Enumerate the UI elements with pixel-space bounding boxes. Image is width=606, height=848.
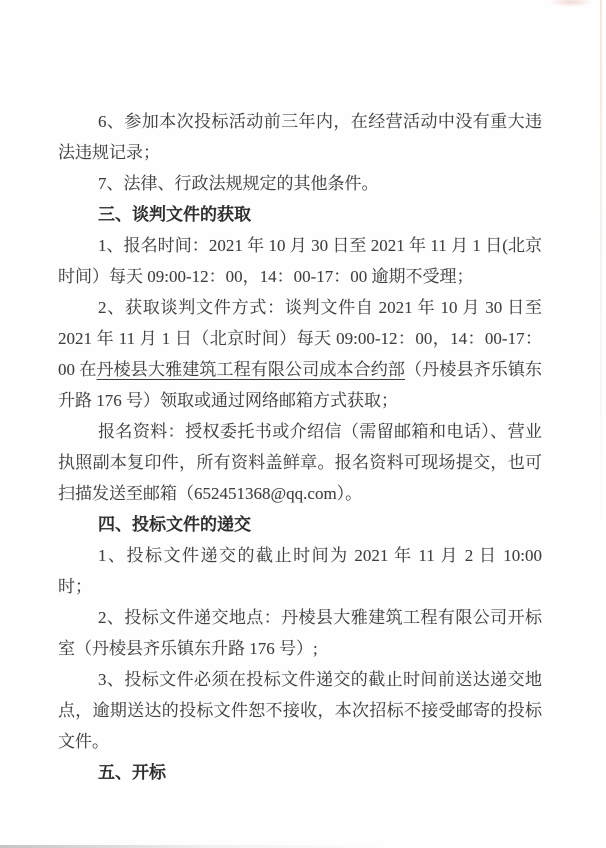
paragraph-registration-materials: 报名资料：授权委托书或介绍信（需留邮箱和电话）、营业执照副本复印件，所有资料盖鲜章。报名资料可现场提交，也可扫描发送至邮箱（652451368@qq.com）。 bbox=[58, 422, 542, 503]
paragraph-condition-7: 7、法律、行政法规规定的其他条件。 bbox=[98, 174, 379, 193]
paragraph-submission-place: 2、投标文件递交地点：丹棱县大雅建筑工程有限公司开标室（丹棱县齐乐镇东升路 176 号）; bbox=[58, 608, 542, 658]
paragraph-document-acquisition bbox=[58, 292, 542, 416]
paragraph-submission-rules: 3、投标文件必须在投标文件递交的截止时间前送达递交地点，逾期送达的投标文件恕不接收，本次招标不接受邮寄的投标文件。 bbox=[58, 670, 542, 751]
scan-smudge-artifact bbox=[549, 0, 593, 7]
acquisition-text-after: （丹棱县齐乐镇东升路 176 号）领取或通过网络邮箱方式获取； bbox=[58, 360, 543, 410]
paragraph-submission-deadline: 1、投标文件递交的截止时间为 2021 年 11 月 2 日 10:00 时； bbox=[58, 546, 542, 596]
scan-edge-artifact bbox=[600, 0, 602, 520]
paragraph-condition-6: 6、参加本次投标活动前三年内，在经营活动中没有重大违法违规记录； bbox=[58, 112, 542, 162]
acquisition-text-before: 2、获取谈判文件方式：谈判文件自 2021 年 10 月 30 日至 2021 年 11 月 1 日（北京时间）每天 09:00-12：00，14：00-17：00 在 bbox=[58, 298, 542, 379]
section-3-heading: 三、谈判文件的获取 bbox=[98, 205, 251, 224]
document-content bbox=[58, 106, 542, 788]
paragraph-registration-time: 1、报名时间：2021 年 10 月 30 日至 2021 年 11 月 1 日(北京时间）每天 09:00-12：00，14：00-17：00 逾期不受理； bbox=[58, 236, 542, 286]
section-5-heading: 五、开标 bbox=[98, 763, 166, 782]
underlined-company-department: 丹棱县大雅建筑工程有限公司成本合约部 bbox=[96, 360, 406, 379]
section-4-heading: 四、投标文件的递交 bbox=[98, 515, 251, 534]
